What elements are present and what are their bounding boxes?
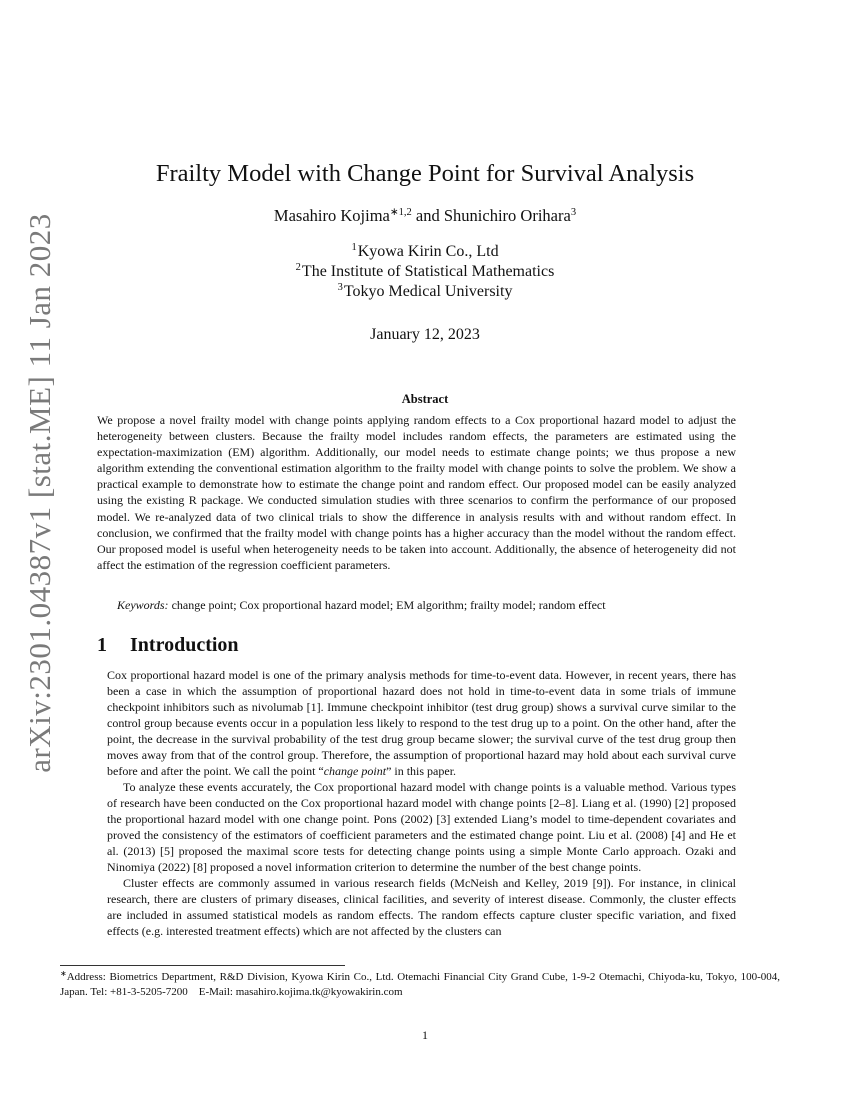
keywords	[117, 598, 737, 613]
affiliation-3	[0, 282, 850, 302]
arxiv-identifier	[20, 213, 60, 773]
section-heading-introduction	[97, 634, 239, 657]
affiliation-1	[0, 242, 850, 262]
author-orihara: Shunichiro Orihara	[443, 206, 571, 225]
author-orihara-affiliation-marks: 3	[570, 207, 577, 218]
keywords-label: Keywords:	[117, 598, 169, 612]
abstract-heading: Abstract	[401, 392, 449, 406]
author-line	[0, 206, 850, 226]
arxiv-identifier-text: arXiv:2301.04387v1 [stat.ME] 11 Jan 2023	[22, 213, 57, 773]
paragraph-1-part-b: ” in this paper.	[386, 764, 457, 778]
author-kojima: Masahiro Kojima	[273, 206, 390, 225]
affiliation-3-name: Tokyo Medical University	[343, 283, 513, 300]
publication-date: January 12, 2023	[370, 326, 480, 343]
affiliation-2-mark: 2	[295, 262, 301, 273]
author-kojima-affiliation-marks: ∗1,2	[389, 207, 412, 218]
footnote-rule	[60, 965, 345, 966]
page-number: 1	[422, 1028, 428, 1042]
affiliation-2	[0, 262, 850, 282]
footnote-mark: ∗	[60, 969, 67, 978]
abstract-text: We propose a novel frailty model with change points applying random effects to a Cox proportional hazard model to adjust the heterogeneity between clusters. Because the frailty model includes random effects, the parameters are estimated using the expectation-maximization (EM) algorithm. Additionally, our model needs to estimate change points; we thus propose a new algorithm extending the conventional estimation algorithm to the frailty model with change points to solve the problem. We show a practical example to demonstrate how to estimate the change point and random effect. Our proposed model can be easily analyzed using the existing R package. We conducted simulation studies with three scenarios to confirm the performance of our proposed model. We re-analyzed data of two clinical trials to show the difference in analysis results with and without random effect. In conclusion, we confirmed that the frailty model with change points has a higher accuracy than the model without the random effect. Our proposed model is useful when heterogeneity needs to be taken into account. Additionally, the absence of heterogeneity did not affect the estimation of the regression coefficient parameters.	[97, 413, 736, 572]
paragraph-1-part-a: Cox proportional hazard model is one of the primary analysis methods for time-to-event data. However, in recent years, there has been a case in which the assumption of proportional hazard does not hold in time-to-event data in some trials of immune checkpoint inhibitors such as nivolumab [1]. Immune checkpoint inhibitor (test drug group) shows a survival curve similar to the control group because events occur in a population less likely to respond to the test drug up to a point. On the other hand, after the point, the decrease in the survival probability of the test drug group became slower; the survival curve of the test drug group then moves away from that of the control group. Therefore, the assumption of proportional hazard may hold about each survival curve before and after the point. We call the point “	[107, 668, 736, 778]
introduction-body	[107, 667, 736, 939]
keywords-text: change point; Cox proportional hazard model; EM algorithm; frailty model; random effect	[171, 598, 606, 612]
affiliations	[0, 242, 850, 302]
affiliation-2-name: The Institute of Statistical Mathematics	[301, 263, 555, 280]
affiliation-1-mark: 1	[351, 242, 357, 253]
section-number: 1	[97, 634, 107, 656]
affiliation-3-mark: 3	[337, 282, 343, 293]
paper-title: Frailty Model with Change Point for Survival Analysis	[155, 160, 695, 187]
paragraph-1	[107, 667, 736, 779]
footnote	[60, 969, 783, 1000]
paragraph-3: Cluster effects are commonly assumed in various research fields (McNeish and Kelley, 2019 [9]). For instance, in clinical research, there are clusters of primary diseases, clinical facilities, and severity of interest disease. Commonly, the cluster effects are included in assumed statistical models as random effects. The random effects capture cluster specific variation, and fixed effects (e.g. interested treatment effects) which are not affected by the clusters can	[107, 876, 736, 938]
affiliation-1-name: Kyowa Kirin Co., Ltd	[357, 243, 499, 260]
footnote-text: Address: Biometrics Department, R&D Division, Kyowa Kirin Co., Ltd. Otemachi Financial City Grand Cube, 1-9-2 Otemachi, Chiyoda-ku, Tokyo, 100-004, Japan. Tel: +81-3-5205-7200 E-Mail: masahiro.kojima.tk@kyowakirin.com	[60, 971, 783, 998]
paragraph-2: To analyze these events accurately, the Cox proportional hazard model with change points is a valuable method. Various types of research have been conducted on the Cox proportional hazard model with change points [2–8]. Liang et al. (1990) [2] proposed the proportional hazard model with one change point. Pons (2002) [3] extended Liang’s model to time-dependent covariates and proved the consistency of the estimators of coefficient parameters and the estimated change point. Liu et al. (2008) [4] and He et al. (2013) [5] proposed the maximal score tests for detecting change points using a simple Monte Carlo approach. Ozaki and Ninomiya (2022) [8] proposed a novel information criterion to determine the number of the best change points.	[107, 780, 736, 874]
change-point-term: change point	[323, 764, 387, 778]
author-joiner: and	[411, 206, 444, 225]
section-title: Introduction	[130, 634, 239, 656]
